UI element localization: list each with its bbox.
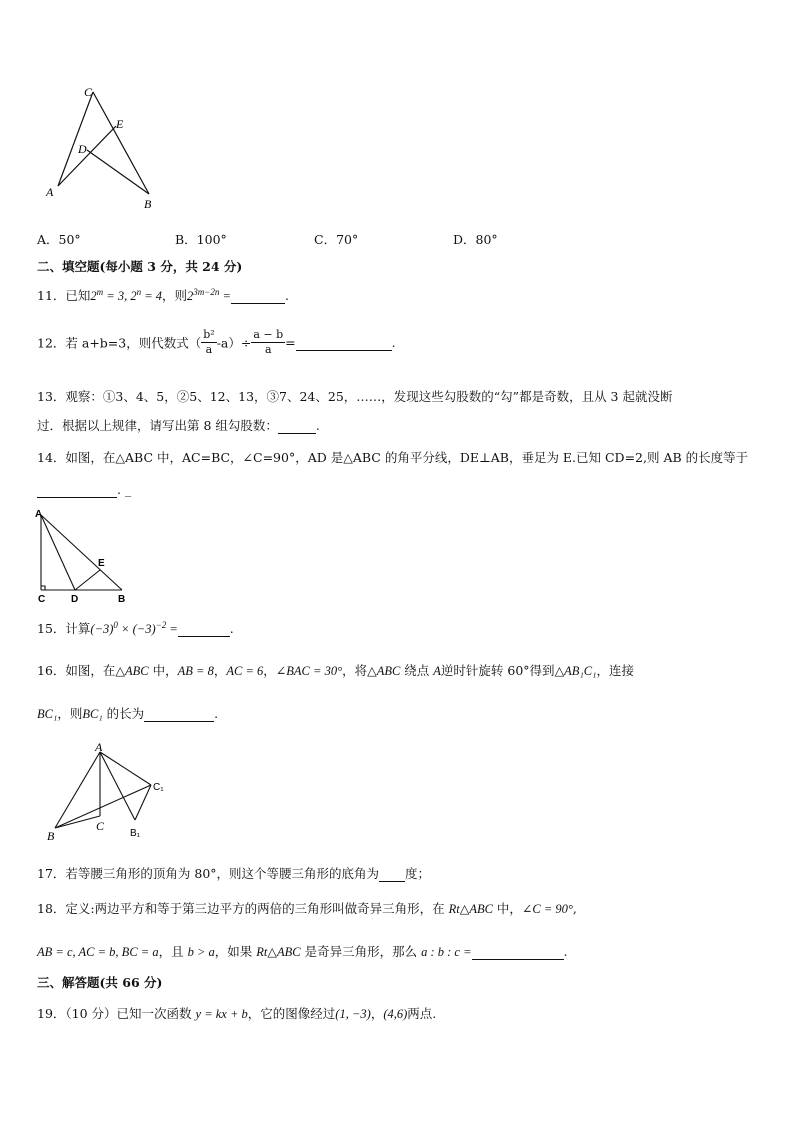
- question-14-line1: 14．如图，在△ABC 中，AC=BC，∠C=90°，AD 是△ABC 的角平分线，DE⊥AB，垂足为 E.已知 CD=2,则 AB 的长度等于: [37, 450, 749, 465]
- segment-ab1: [100, 752, 135, 820]
- q12-fraction-1: $\frac{\text{b²}}{a}$: [203, 328, 215, 356]
- question-15: 15．计算$(-3)^0 \times (-3)^{-2}$ = .: [37, 619, 234, 636]
- question-12: [37, 328, 396, 357]
- q13-answer-blank[interactable]: [278, 418, 316, 434]
- q11-prefix: 11．已知: [37, 288, 91, 303]
- q11-answer-blank[interactable]: [231, 288, 285, 304]
- q12-prefix: 12．若 a+b=3，则代数式（: [37, 335, 202, 351]
- question-11: [37, 286, 289, 304]
- label-c1: C₁: [153, 782, 164, 793]
- figure-q16-rotation: [42, 740, 182, 844]
- segment-db: [87, 150, 149, 194]
- label-e: E: [98, 558, 105, 569]
- q11-then: ，则: [162, 288, 188, 303]
- q15-answer-blank[interactable]: [178, 621, 230, 637]
- question-18-line2: AB = c, AC = b, BC = a，且 b > a，如果 Rt△ABC 是奇异三角形，那么 a : b : c = .: [37, 944, 568, 959]
- question-19: 19．（10 分）已知一次函数 y = kx + b，它的图像经过(1, −3)，(4,6)两点.: [37, 1006, 437, 1021]
- q11-condition: $2^m = 3$, $2^n = 4$: [90, 286, 163, 303]
- question-17: 17．若等腰三角形的顶角为 80°，则这个等腰三角形的底角为 度；: [37, 866, 431, 881]
- option-a: A．50°: [37, 232, 81, 247]
- q12-eq: =: [285, 335, 296, 350]
- q18-answer-blank[interactable]: [472, 944, 564, 960]
- q12-answer-blank[interactable]: [296, 335, 392, 351]
- label-b: B: [144, 197, 152, 211]
- q16-answer-blank[interactable]: [144, 706, 214, 722]
- option-d: D．80°: [453, 232, 498, 247]
- segment-ac1: [100, 752, 151, 785]
- label-c: C: [96, 819, 105, 833]
- label-b: B: [118, 594, 126, 604]
- label-a: A: [46, 185, 54, 199]
- segment-de: [75, 570, 100, 590]
- label-a: A: [35, 509, 43, 520]
- question-13-line2: 过．根据以上规律，请写出第 8 组勾股数： .: [37, 418, 320, 433]
- segment-ad: [41, 515, 75, 590]
- figure-q10-triangles: [38, 82, 168, 214]
- label-e: E: [116, 117, 124, 131]
- question-13-line1: 13．观察：①3、4、5，②5、12、13，③7、24、25，……，发现这些勾股数的“勾”都是奇数，且从 3 起就没断: [37, 389, 673, 404]
- label-b: B: [47, 829, 55, 843]
- q11-ask: $2^{3m-2n}$ =: [187, 286, 231, 303]
- right-angle-mark: [41, 586, 45, 590]
- figure-q14-right-triangle: [34, 508, 130, 604]
- question-18-line1: 18．定义:两边平方和等于第三边平方的两倍的三角形叫做奇异三角形，在 Rt△ABC 中，∠C = 90°,: [37, 901, 577, 916]
- option-b: B．100°: [175, 232, 227, 247]
- q12-end: .: [391, 335, 396, 350]
- option-c: C．70°: [314, 232, 359, 247]
- q17-answer-blank[interactable]: [379, 866, 405, 882]
- q15-expression: $(-3)^0 \times (-3)^{-2}$ =: [90, 619, 178, 636]
- label-a: A: [95, 740, 103, 754]
- section2-title: 二、填空题(每小题 3 分，共 24 分): [37, 259, 243, 274]
- label-d: D: [71, 594, 79, 604]
- label-d: D: [78, 142, 87, 156]
- q11-end: .: [284, 288, 289, 303]
- label-c: C: [84, 85, 93, 99]
- q12-mid: -a）÷: [216, 335, 252, 351]
- label-b1: B₁: [130, 828, 141, 839]
- section3-title: 三、解答题(共 66 分): [37, 975, 163, 990]
- question-16-line2: BC₁，则BC₁ 的长为 .: [37, 706, 219, 721]
- segment-ca: [58, 92, 93, 186]
- segment-ab: [55, 752, 100, 828]
- q12-fraction-2: $\frac{a - b}{a}$: [253, 328, 284, 356]
- segment-ab: [41, 515, 122, 590]
- segment-cb: [93, 92, 149, 194]
- question-14-line2: . _: [37, 482, 131, 498]
- segment-ae: [58, 126, 116, 186]
- label-c: C: [38, 594, 46, 604]
- question-16-line1: 16．如图，在△ABC 中，AB = 8，AC = 6，∠BAC = 30°，将△ABC 绕点 A逆时针旋转 60°得到△AB₁C₁，连接: [37, 663, 634, 678]
- segment-b1c1: [135, 785, 151, 820]
- q14-answer-blank[interactable]: [37, 482, 117, 498]
